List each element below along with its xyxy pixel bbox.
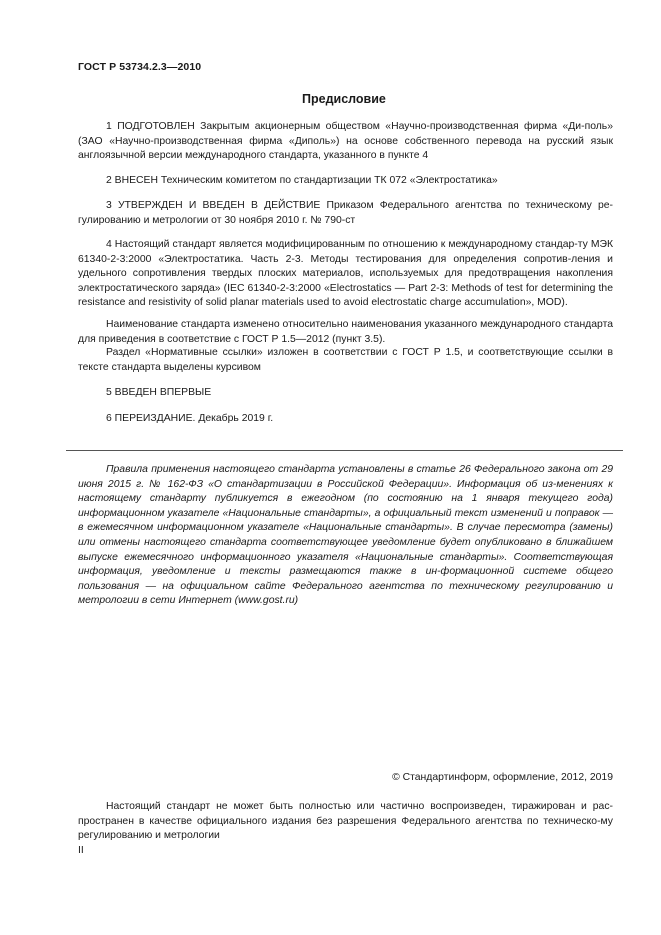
document-code: ГОСТ Р 53734.2.3—2010 (78, 61, 202, 73)
paragraph-6: 6 ПЕРЕИЗДАНИЕ. Декабрь 2019 г. (106, 413, 274, 424)
paragraph-3: 3 УТВЕРЖДЕН И ВВЕДЕН В ДЕЙСТВИЕ Приказом Федерального агентства по техническому ре-гулированию и метрологии от 30 ноября 2010 г. № 790-ст (78, 200, 613, 226)
paragraph-1: 1 ПОДГОТОВЛЕН Закрытым акционерным обществом «Научно-производственная фирма «Ди-поль» (ЗАО «Научно-производственная фирма «Диполь») на основе собственного перевода на русский язык англоязычной версии международного стандарта, указанного в пункте 4 (78, 121, 613, 162)
page-number: II (78, 845, 84, 856)
paragraph-4-references-note: Раздел «Нормативные ссылки» изложен в соответствии с ГОСТ Р 1.5, и соответствующие ссылки в тексте стандарта выделены курсивом (78, 347, 613, 373)
section-title: Предисловие (302, 92, 386, 106)
reproduction-notice: Настоящий стандарт не может быть полностью или частично воспроизведен, тиражирован и рас-пространен в качестве официального издания без разрешения Федерального агентства по техническо-му регулированию и метрологии (78, 801, 613, 842)
application-rules-notice: Правила применения настоящего стандарта установлены в статье 26 Федерального закона от 29 июня 2015 г. № 162-ФЗ «О стандартизации в Российской Федерации». Информация об из-менениях к настоящему стандарту публикуется в ежегодном (по состоянию на 1 января текущего года) информационном указателе «Национальные стандарты», а официальный текст изменений и поправок — в ежемесячном информационном указателе «Национальные стандарты». В случае пересмотра (замены) или отмены настоящего стандарта соответствующее уведомление будет опубликовано в ближайшем выпуске ежемесячного информационного указателя «Национальные стандарты». Соответствующая информация, уведомление и тексты размещаются также в ин-формационной системе общего пользования — на официальном сайте Федерального агентства по техническому регулированию и метрологии в сети Интернет (www.gost.ru) (78, 464, 613, 607)
paragraph-4-name-note: Наименование стандарта изменено относительно наименования указанного международного стандарта для приведения в соответствие с ГОСТ Р 1.5—2012 (пункт 3.5). (78, 319, 613, 345)
paragraph-5: 5 ВВЕДЕН ВПЕРВЫЕ (106, 387, 212, 398)
divider-line (66, 450, 623, 451)
copyright-line: © Стандартинформ, оформление, 2012, 2019 (392, 772, 613, 783)
paragraph-2: 2 ВНЕСЕН Техническим комитетом по стандартизации ТК 072 «Электростатика» (106, 175, 498, 186)
paragraph-4: 4 Настоящий стандарт является модифицированным по отношению к международному стандар-ту МЭК 61340-2-3:2000 «Электростатика. Часть 2-3. Методы тестирования для определения сопротив-ления и удельного сопротивления твердых плоских материалов, используемых для предотвращения накопления электростатического заряда» (IEC 61340-2-3:2000 «Electrostatics — Part 2-3: Methods of test for determining the resistance and resistivity of solid planar materials used to avoid electrostatic charge accumulation», MOD). (78, 239, 613, 309)
